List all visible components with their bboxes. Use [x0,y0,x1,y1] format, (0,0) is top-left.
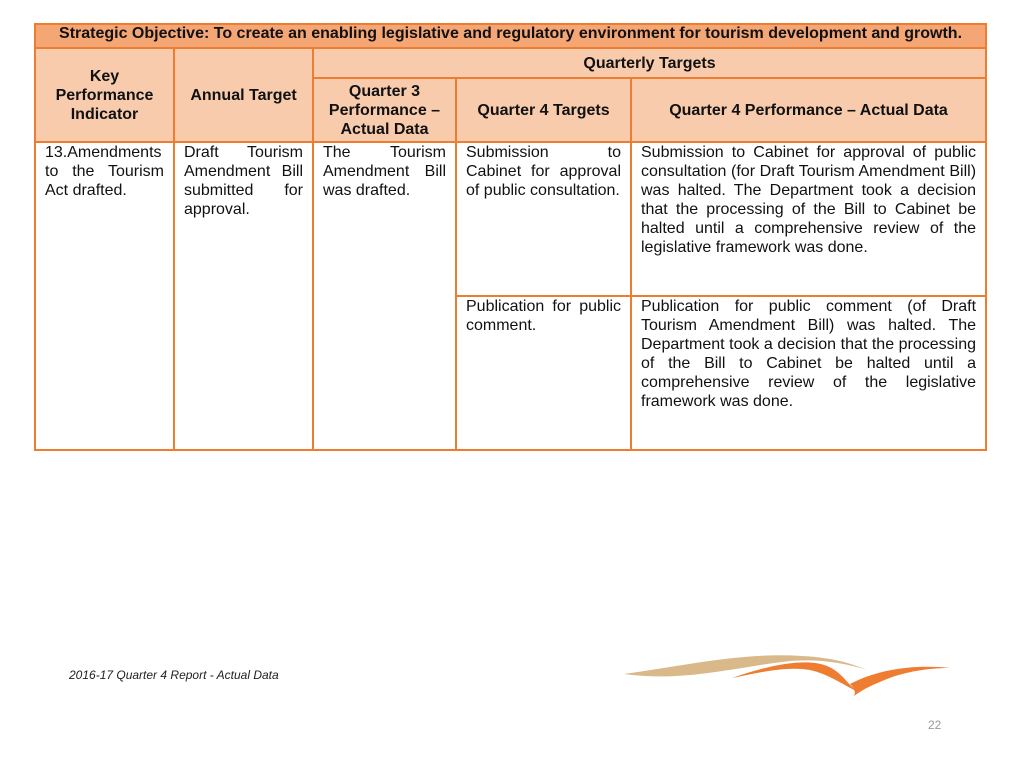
header-q3-performance: Quarter 3 Performance – Actual Data [313,78,456,142]
header-kpi: Key Performance Indicator [35,48,174,142]
swoosh-logo [622,648,952,702]
cell-q4-performance-1: Submission to Cabinet for approval of public consultation (for Draft Tourism Amendment Bill) was halted. The Department took a decision that the processing of the Bill to Cabinet be halted until a comprehensive review of the legislative framework was done. [631,142,986,296]
cell-q4-performance-2: Publication for public comment (of Draft Tourism Amendment Bill) was halted. The Department took a decision that the processing of the Bill to Cabinet be halted until a comprehensive review of the legislative framework was done. [631,296,986,450]
cell-q4-target-2: Publication for public comment. [456,296,631,450]
logo-orange-swoosh-1 [732,662,858,692]
cell-kpi: 13.Amendments to the Tourism Act drafted. [35,142,174,450]
cell-q3-performance: The Tourism Amendment Bill was drafted. [313,142,456,450]
header-annual-target: Annual Target [174,48,313,142]
performance-table [34,23,987,451]
page-number: 22 [928,718,942,732]
header-q4-performance: Quarter 4 Performance – Actual Data [631,78,986,142]
logo-orange-swoosh-2 [850,667,950,696]
cell-annual-target: Draft Tourism Amendment Bill submitted for approval. [174,142,313,450]
report-label: 2016-17 Quarter 4 Report - Actual Data [69,668,279,682]
header-q4-targets: Quarter 4 Targets [456,78,631,142]
header-quarterly-targets: Quarterly Targets [313,48,986,78]
strategic-objective: Strategic Objective: To create an enabling legislative and regulatory environment for tourism development and growth. [35,24,986,48]
cell-q4-target-1: Submission to Cabinet for approval of public consultation. [456,142,631,296]
